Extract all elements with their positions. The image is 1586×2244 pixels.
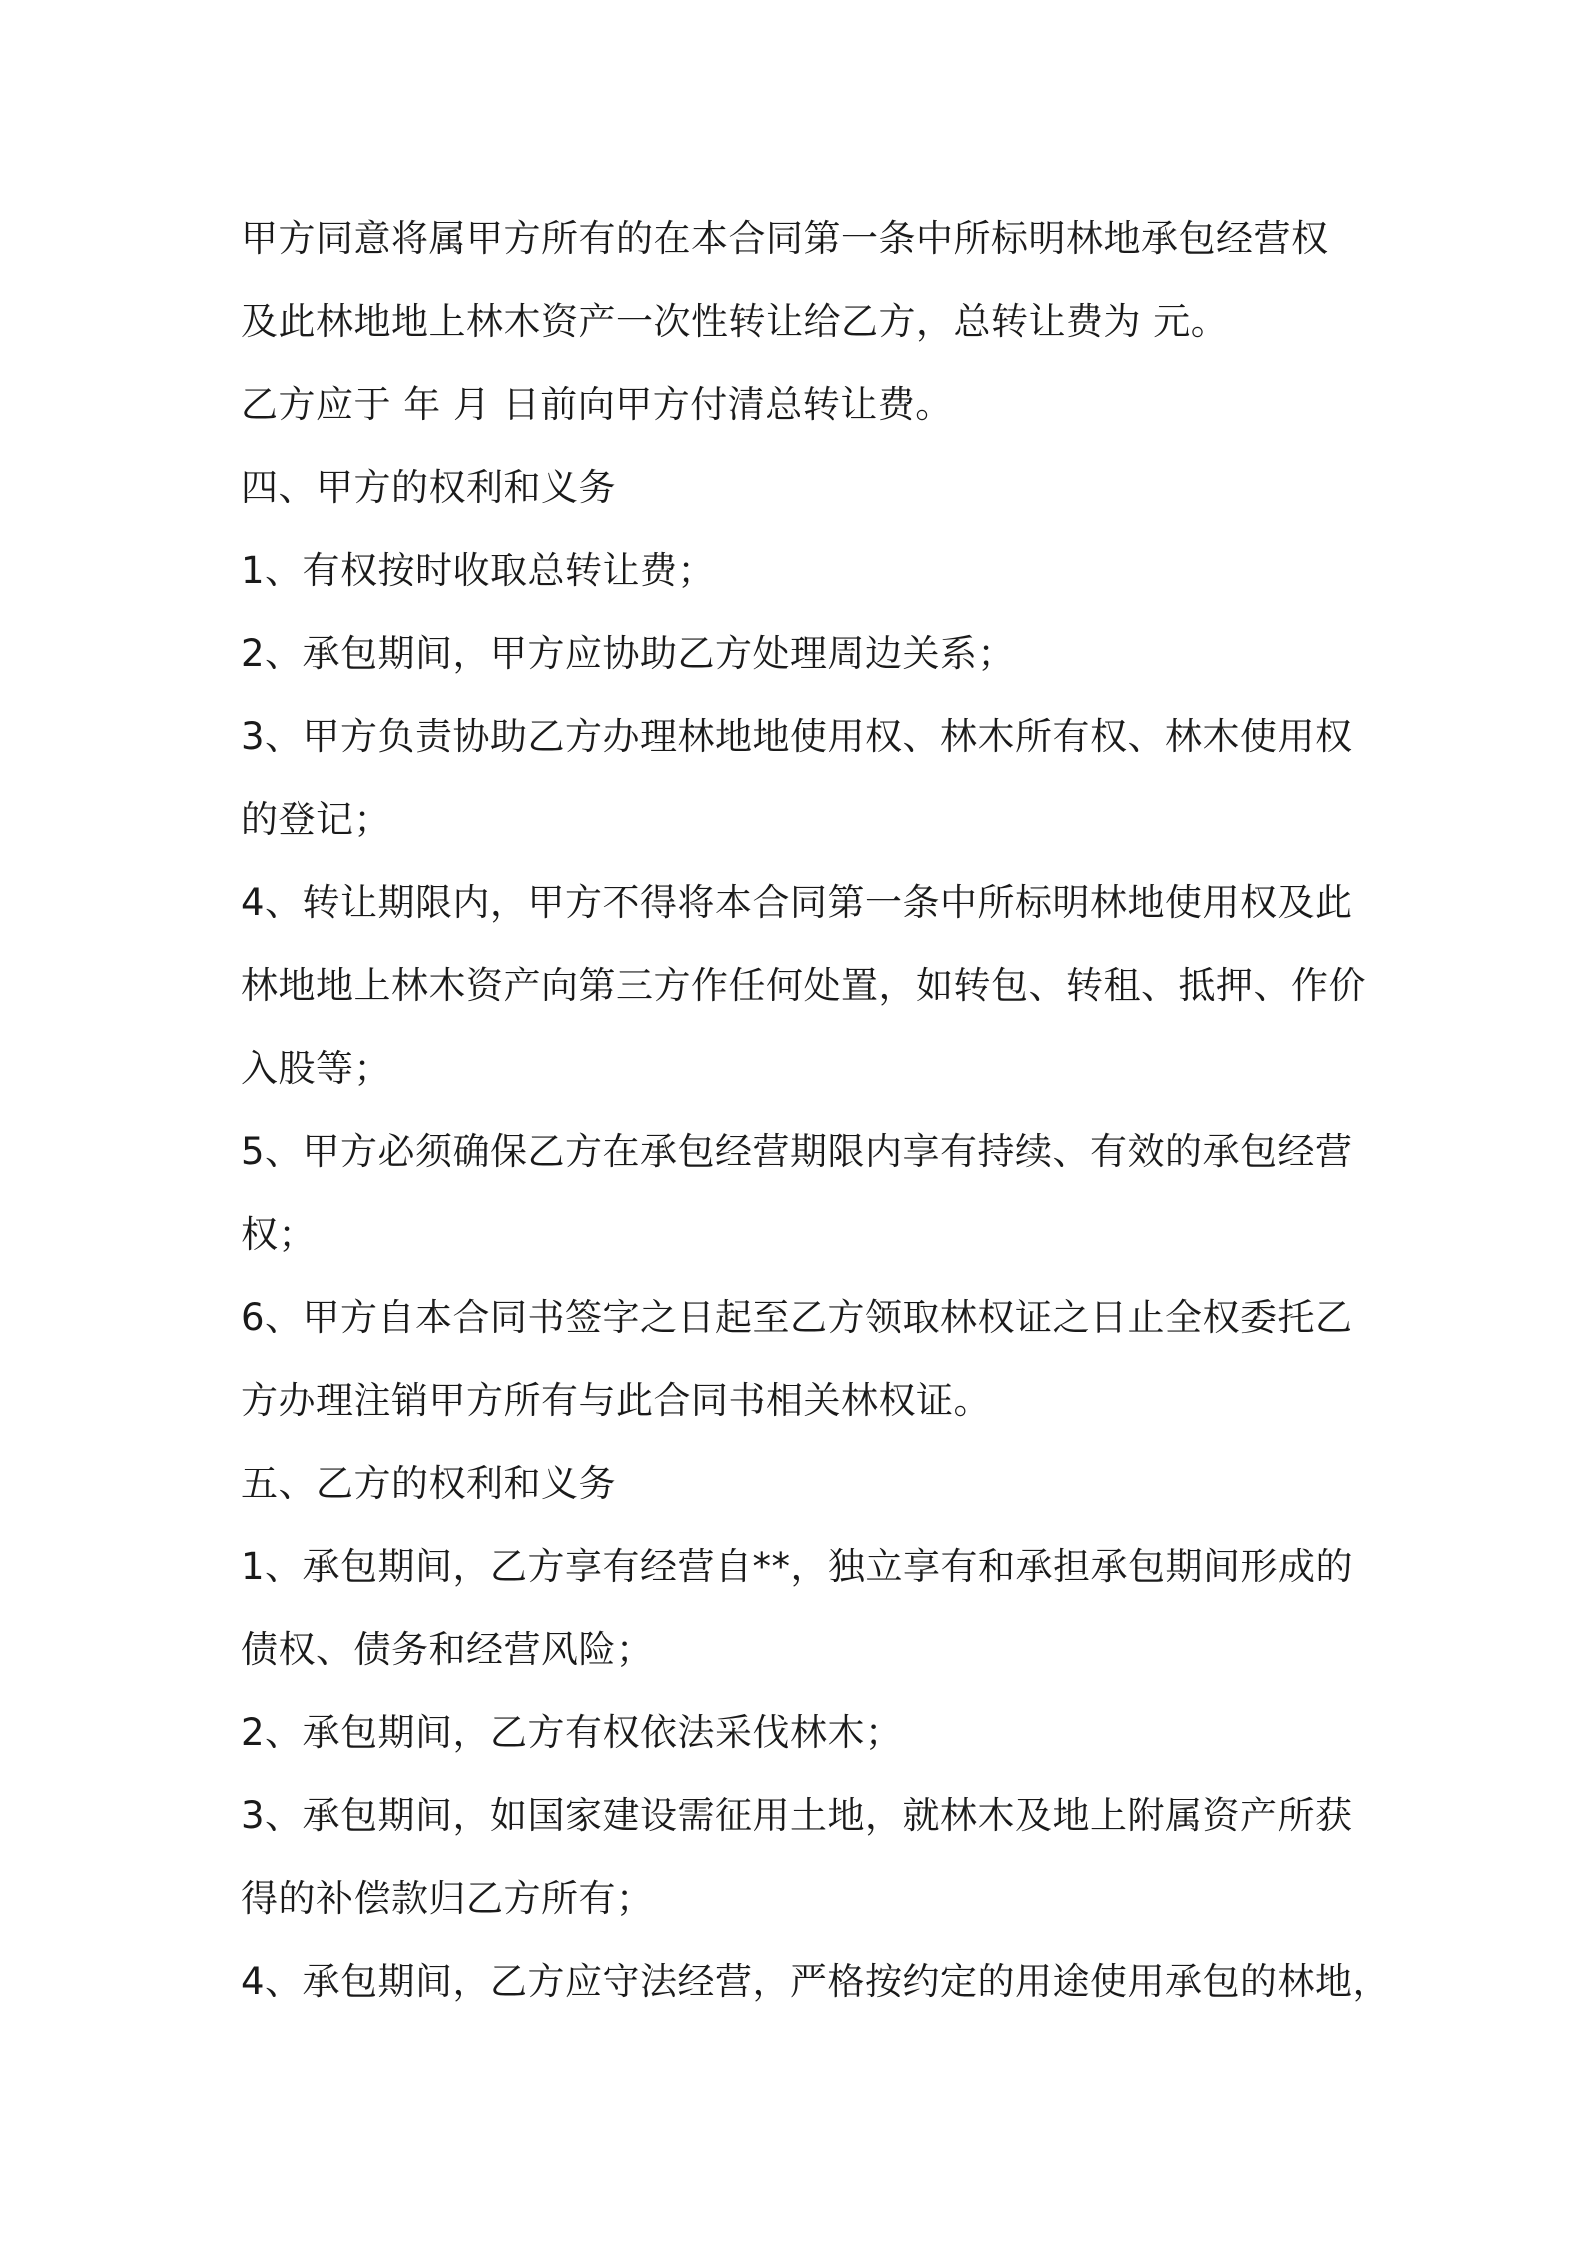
paragraph-line: 乙方应于 年 月 日前向甲方付清总转让费。 — [241, 383, 953, 426]
list-item: 6、甲方自本合同书签字之日起至乙方领取林权证之日止全权委托乙 — [241, 1296, 1353, 1339]
list-item: 3、承包期间，如国家建设需征用土地，就林木及地上附属资产所获 — [241, 1794, 1353, 1837]
list-item-continuation: 权； — [241, 1213, 316, 1256]
list-item: 1、承包期间，乙方享有经营自**，独立享有和承担承包期间形成的 — [241, 1545, 1354, 1588]
contract-body — [241, 197, 1391, 2023]
section-heading: 四、甲方的权利和义务 — [241, 466, 616, 509]
section-heading: 五、乙方的权利和义务 — [241, 1462, 616, 1505]
list-item: 3、甲方负责协助乙方办理林地地使用权、林木所有权、林木使用权 — [241, 715, 1353, 758]
list-item-continuation: 的登记； — [241, 798, 391, 841]
list-item: 4、承包期间，乙方应守法经营，严格按约定的用途使用承包的林地， — [241, 1960, 1391, 2003]
list-item: 4、转让期限内，甲方不得将本合同第一条中所标明林地使用权及此 — [241, 881, 1353, 924]
list-item-continuation: 入股等； — [241, 1047, 391, 1090]
paragraph-line: 及此林地地上林木资产一次性转让给乙方，总转让费为 元。 — [241, 300, 1229, 343]
paragraph-line: 甲方同意将属甲方所有的在本合同第一条中所标明林地承包经营权 — [241, 217, 1329, 260]
list-item-continuation: 得的补偿款归乙方所有； — [241, 1877, 654, 1920]
list-item: 1、有权按时收取总转让费； — [241, 549, 716, 592]
list-item-continuation: 方办理注销甲方所有与此合同书相关林权证。 — [241, 1379, 991, 1422]
list-item-continuation: 债权、债务和经营风险； — [241, 1628, 654, 1671]
list-item: 2、承包期间，乙方有权依法采伐林木； — [241, 1711, 903, 1754]
list-item-continuation: 林地地上林木资产向第三方作任何处置，如转包、转租、抵押、作价 — [241, 964, 1366, 1007]
list-item: 5、甲方必须确保乙方在承包经营期限内享有持续、有效的承包经营 — [241, 1130, 1353, 1173]
list-item: 2、承包期间，甲方应协助乙方处理周边关系； — [241, 632, 1016, 675]
